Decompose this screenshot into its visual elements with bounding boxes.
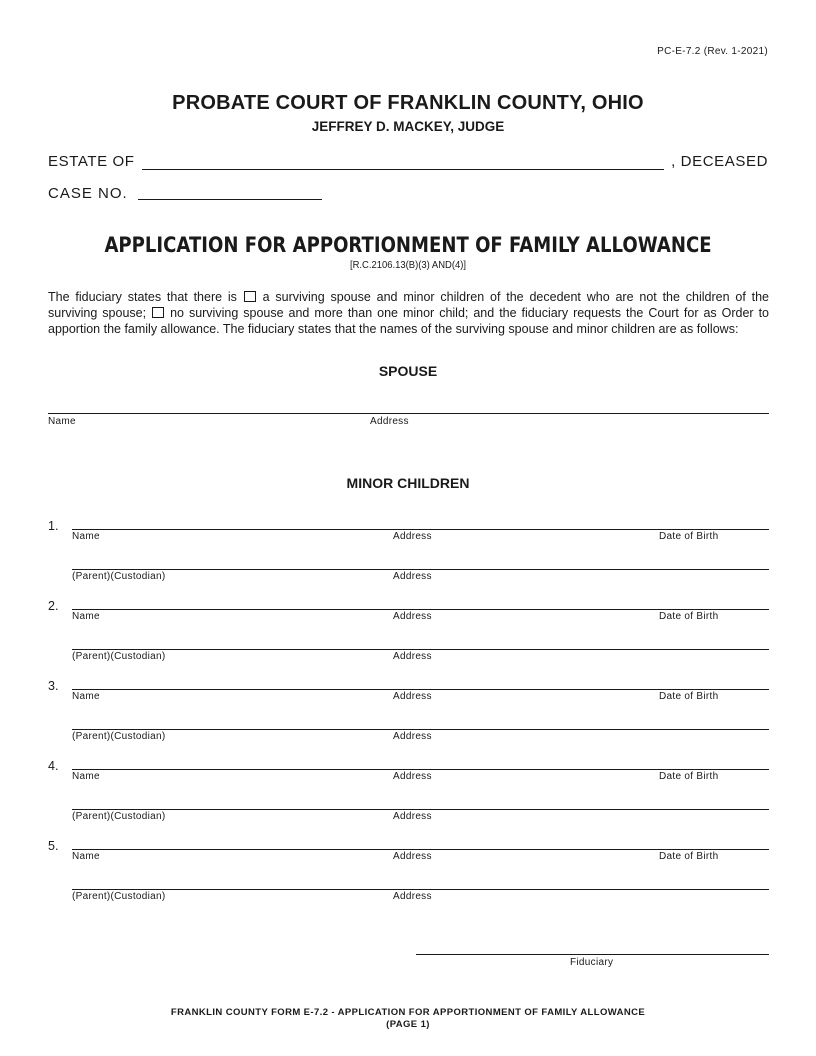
footer-form-title: FRANKLIN COUNTY FORM E-7.2 - APPLICATION FOR APPORTIONMENT OF FAMILY ALLOWANCE bbox=[170, 1007, 646, 1018]
parent-address-label: Address bbox=[393, 731, 432, 742]
spouse-address-label: Address bbox=[370, 416, 409, 427]
child-address-label: Address bbox=[393, 611, 432, 622]
parent-address-label: Address bbox=[393, 891, 432, 902]
child-number: 4. bbox=[48, 759, 59, 773]
parent-custodian-label: (Parent)(Custodian) bbox=[72, 651, 166, 662]
child-1-field-line[interactable] bbox=[72, 529, 769, 530]
child-name-label: Name bbox=[72, 851, 100, 862]
child-dob-label: Date of Birth bbox=[659, 691, 719, 702]
estate-name-field[interactable] bbox=[142, 169, 664, 170]
statement-part-3: no surviving spouse and more than one minor child; and the fiduciary requests the Court for as Order to apportion the family allowance. The fiduciary states that the names of the surviving spouse and minor children are as follows: bbox=[48, 306, 769, 336]
estate-of-row bbox=[48, 153, 768, 173]
form-title: APPLICATION FOR APPORTIONMENT OF FAMILY ALLOWANCE bbox=[104, 233, 712, 257]
footer-page-number: (PAGE 1) bbox=[386, 1019, 430, 1030]
spouse-name-label: Name bbox=[48, 416, 76, 427]
child-dob-label: Date of Birth bbox=[659, 531, 719, 542]
case-number-field[interactable] bbox=[138, 199, 322, 200]
child-name-label: Name bbox=[72, 691, 100, 702]
child-2-parent-field-line[interactable] bbox=[72, 649, 769, 650]
estate-of-label: ESTATE OF bbox=[48, 153, 135, 170]
judge-name: JEFFREY D. MACKEY, JUDGE bbox=[311, 119, 505, 134]
child-4-parent-field-line[interactable] bbox=[72, 809, 769, 810]
child-5-parent-field-line[interactable] bbox=[72, 889, 769, 890]
minor-children-heading: MINOR CHILDREN bbox=[346, 475, 470, 491]
statute-reference: [R.C.2106.13(B)(3) AND(4)] bbox=[349, 259, 467, 271]
child-name-label: Name bbox=[72, 771, 100, 782]
statement-part-1: The fiduciary states that there is bbox=[48, 290, 237, 304]
parent-address-label: Address bbox=[393, 651, 432, 662]
child-number: 1. bbox=[48, 519, 59, 533]
parent-address-label: Address bbox=[393, 811, 432, 822]
fiduciary-signature-line[interactable] bbox=[416, 954, 769, 955]
child-name-label: Name bbox=[72, 611, 100, 622]
child-3-field-line[interactable] bbox=[72, 689, 769, 690]
child-number: 3. bbox=[48, 679, 59, 693]
spouse-and-children-checkbox[interactable] bbox=[244, 291, 256, 302]
parent-custodian-label: (Parent)(Custodian) bbox=[72, 731, 166, 742]
case-number-label: CASE NO. bbox=[48, 185, 128, 202]
court-name: PROBATE COURT OF FRANKLIN COUNTY, OHIO bbox=[172, 92, 644, 114]
child-dob-label: Date of Birth bbox=[659, 611, 719, 622]
child-number: 5. bbox=[48, 839, 59, 853]
child-address-label: Address bbox=[393, 691, 432, 702]
child-address-label: Address bbox=[393, 851, 432, 862]
spouse-field-line[interactable] bbox=[48, 413, 769, 414]
fiduciary-statement bbox=[48, 289, 769, 337]
statement-part-2: a surviving spouse and minor children of the decedent who are not the children of the surviving spouse; bbox=[48, 290, 769, 320]
parent-address-label: Address bbox=[393, 571, 432, 582]
fiduciary-label: Fiduciary bbox=[570, 957, 614, 968]
parent-custodian-label: (Parent)(Custodian) bbox=[72, 811, 166, 822]
form-id: PC-E-7.2 (Rev. 1-2021) bbox=[657, 46, 768, 57]
child-2-field-line[interactable] bbox=[72, 609, 769, 610]
parent-custodian-label: (Parent)(Custodian) bbox=[72, 891, 166, 902]
child-name-label: Name bbox=[72, 531, 100, 542]
child-5-field-line[interactable] bbox=[72, 849, 769, 850]
parent-custodian-label: (Parent)(Custodian) bbox=[72, 571, 166, 582]
child-address-label: Address bbox=[393, 531, 432, 542]
child-4-field-line[interactable] bbox=[72, 769, 769, 770]
child-number: 2. bbox=[48, 599, 59, 613]
child-1-parent-field-line[interactable] bbox=[72, 569, 769, 570]
spouse-heading: SPOUSE bbox=[378, 363, 438, 379]
deceased-label: , DECEASED bbox=[671, 153, 768, 170]
no-spouse-checkbox[interactable] bbox=[152, 307, 164, 318]
child-address-label: Address bbox=[393, 771, 432, 782]
child-dob-label: Date of Birth bbox=[659, 771, 719, 782]
child-dob-label: Date of Birth bbox=[659, 851, 719, 862]
child-3-parent-field-line[interactable] bbox=[72, 729, 769, 730]
